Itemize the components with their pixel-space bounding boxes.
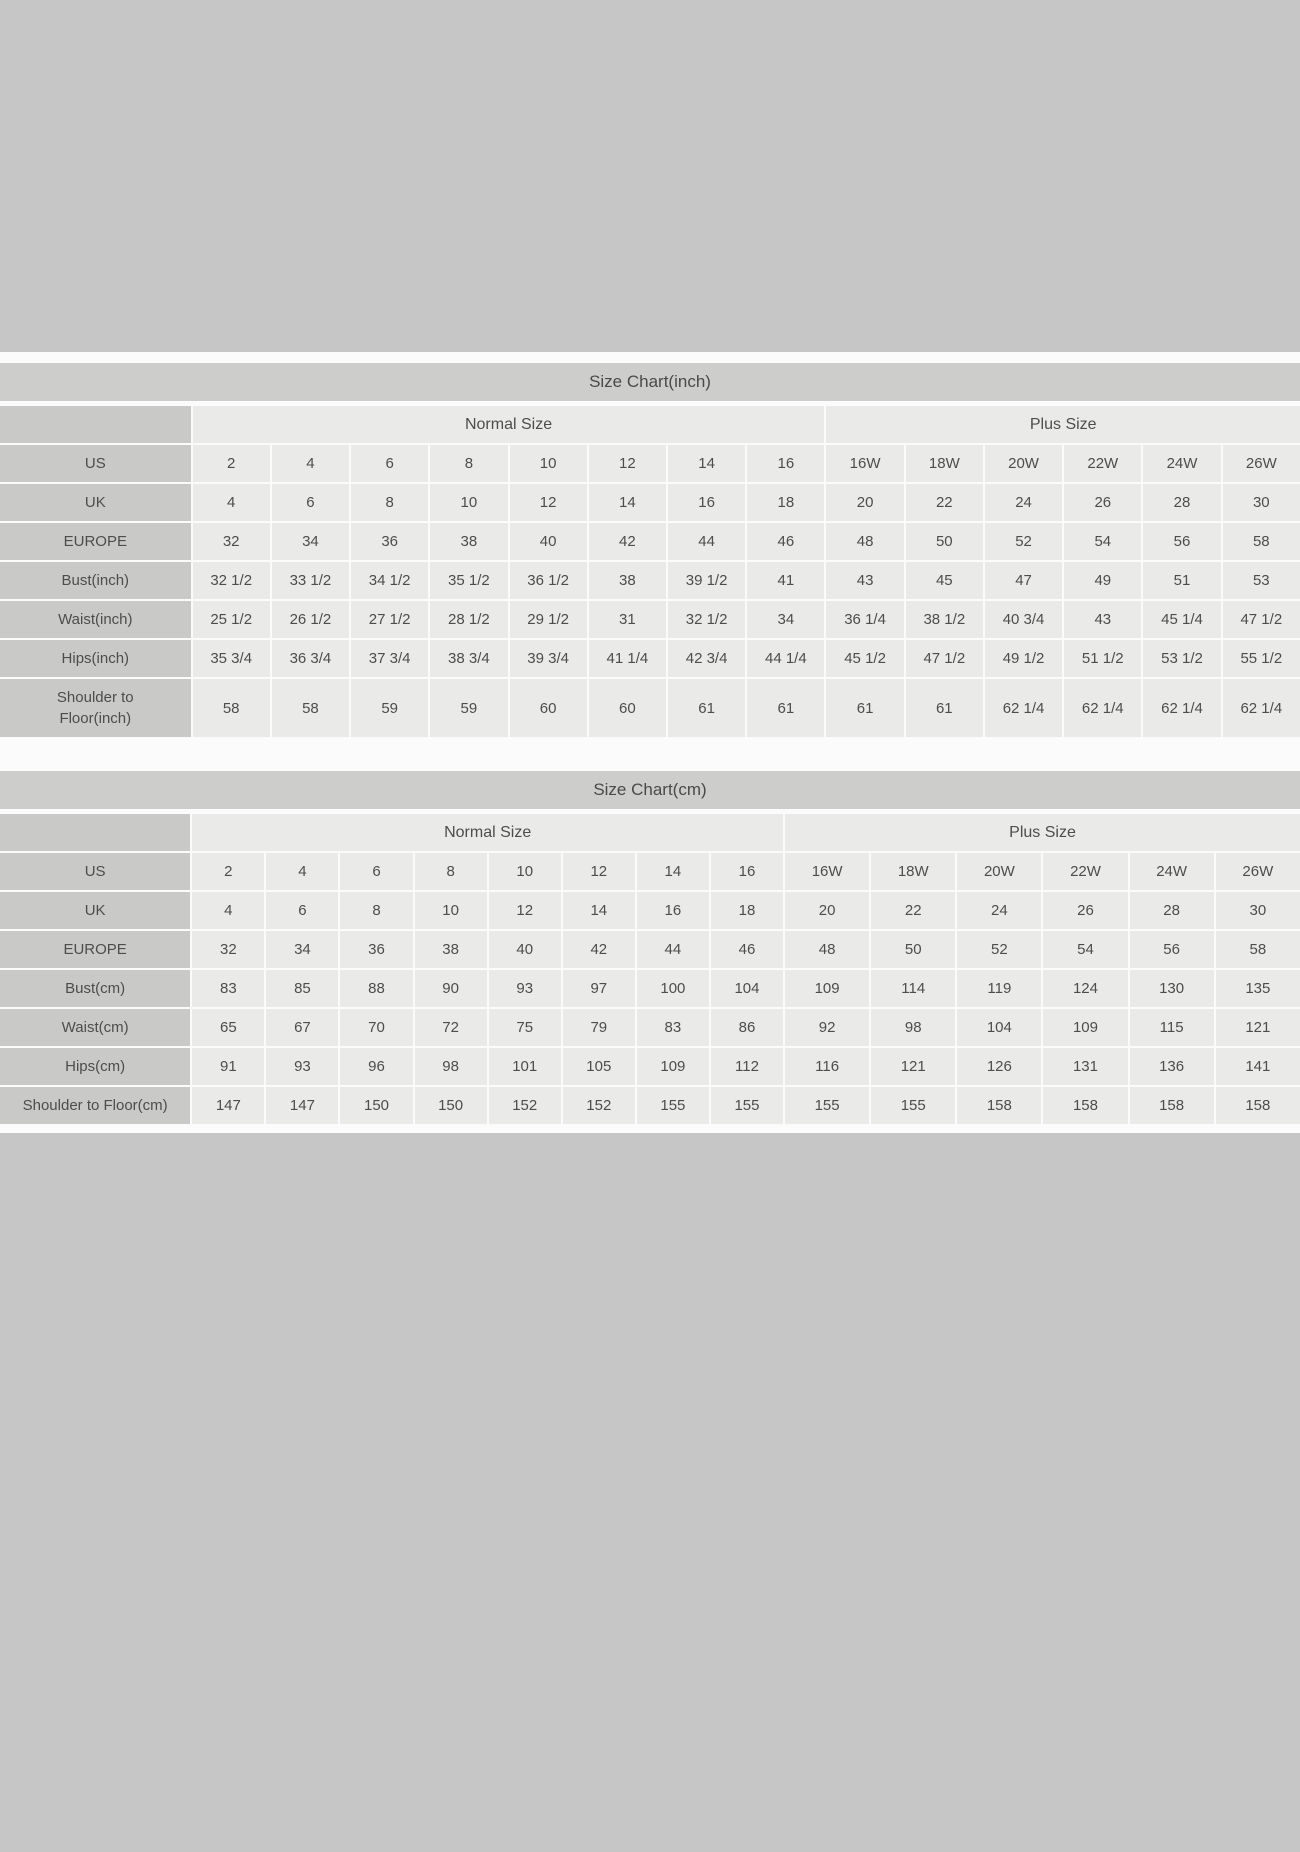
- size-value-cell: 42 3/4: [668, 640, 745, 677]
- size-value-cell: 47 1/2: [1223, 601, 1300, 638]
- size-value-cell: 50: [906, 523, 983, 560]
- size-value-cell: 109: [1043, 1009, 1127, 1046]
- size-value-cell: 40 3/4: [985, 601, 1062, 638]
- size-value-cell: 43: [826, 562, 903, 599]
- size-value-cell: 150: [415, 1087, 487, 1124]
- size-value-cell: 12: [563, 853, 635, 890]
- size-value-cell: 34: [747, 601, 824, 638]
- row-label: [0, 892, 190, 929]
- row-label: [0, 523, 191, 560]
- row-label-text: EUROPE: [63, 533, 127, 550]
- row-label: [0, 1009, 190, 1046]
- table-row: [0, 1087, 1300, 1124]
- size-value-cell: 83: [637, 1009, 709, 1046]
- size-chart-inch-title: Size Chart(inch): [0, 363, 1300, 401]
- size-value-cell: 119: [957, 970, 1041, 1007]
- size-value-cell: 44: [637, 931, 709, 968]
- size-value-cell: 36 1/4: [826, 601, 903, 638]
- size-value-cell: 114: [871, 970, 955, 1007]
- table-row: [0, 601, 1300, 638]
- size-value-cell: 53: [1223, 562, 1300, 599]
- size-value-cell: 8: [340, 892, 412, 929]
- row-label-text: Bust(inch): [61, 572, 130, 589]
- size-value-cell: 16W: [785, 853, 869, 890]
- column-group-header: Normal Size: [193, 406, 825, 443]
- size-value-cell: 10: [430, 484, 507, 521]
- size-value-cell: 105: [563, 1048, 635, 1085]
- size-value-cell: 14: [637, 853, 709, 890]
- table-row: [0, 853, 1300, 890]
- size-value-cell: 47 1/2: [906, 640, 983, 677]
- size-value-cell: 150: [340, 1087, 412, 1124]
- row-label: [0, 445, 191, 482]
- size-value-cell: 26 1/2: [272, 601, 349, 638]
- size-chart-cm-table: [0, 812, 1300, 1126]
- size-value-cell: 24W: [1143, 445, 1220, 482]
- size-value-cell: 62 1/4: [1064, 679, 1141, 737]
- size-value-cell: 25 1/2: [193, 601, 270, 638]
- size-value-cell: 61: [747, 679, 824, 737]
- size-value-cell: 147: [266, 1087, 338, 1124]
- row-label-text: Hips(inch): [61, 650, 130, 667]
- size-value-cell: 93: [489, 970, 561, 1007]
- size-value-cell: 65: [192, 1009, 264, 1046]
- size-value-cell: 83: [192, 970, 264, 1007]
- size-value-cell: 54: [1043, 931, 1127, 968]
- row-label: [0, 853, 190, 890]
- size-value-cell: 10: [489, 853, 561, 890]
- size-value-cell: 6: [266, 892, 338, 929]
- row-label-text: EUROPE: [63, 941, 127, 958]
- size-value-cell: 136: [1130, 1048, 1214, 1085]
- row-label-text: Hips(cm): [65, 1058, 126, 1075]
- column-group-header: Plus Size: [826, 406, 1300, 443]
- size-value-cell: 38 3/4: [430, 640, 507, 677]
- size-value-cell: 4: [272, 445, 349, 482]
- size-value-cell: 2: [193, 445, 270, 482]
- size-value-cell: 20W: [985, 445, 1062, 482]
- size-chart-cm-title: Size Chart(cm): [0, 771, 1300, 809]
- size-value-cell: 97: [563, 970, 635, 1007]
- size-value-cell: 6: [340, 853, 412, 890]
- table-row: [0, 970, 1300, 1007]
- size-value-cell: 32 1/2: [668, 601, 745, 638]
- size-value-cell: 12: [589, 445, 666, 482]
- size-value-cell: 16: [668, 484, 745, 521]
- size-value-cell: 44: [668, 523, 745, 560]
- size-value-cell: 32: [193, 523, 270, 560]
- size-value-cell: 12: [510, 484, 587, 521]
- size-value-cell: 38: [589, 562, 666, 599]
- size-value-cell: 35 1/2: [430, 562, 507, 599]
- size-value-cell: 98: [871, 1009, 955, 1046]
- size-value-cell: 45 1/4: [1143, 601, 1220, 638]
- size-value-cell: 92: [785, 1009, 869, 1046]
- row-label: [0, 1048, 190, 1085]
- table-row: [0, 1048, 1300, 1085]
- size-value-cell: 14: [589, 484, 666, 521]
- column-group-header: Plus Size: [785, 814, 1300, 851]
- size-value-cell: 93: [266, 1048, 338, 1085]
- size-value-cell: 121: [1216, 1009, 1300, 1046]
- size-value-cell: 8: [415, 853, 487, 890]
- size-value-cell: 22: [906, 484, 983, 521]
- size-value-cell: 60: [510, 679, 587, 737]
- size-value-cell: 45 1/2: [826, 640, 903, 677]
- size-value-cell: 141: [1216, 1048, 1300, 1085]
- size-value-cell: 26W: [1216, 853, 1300, 890]
- size-value-cell: 109: [637, 1048, 709, 1085]
- size-value-cell: 36 3/4: [272, 640, 349, 677]
- size-value-cell: 27 1/2: [351, 601, 428, 638]
- size-value-cell: 70: [340, 1009, 412, 1046]
- size-chart-cm: [0, 771, 1300, 1126]
- size-value-cell: 115: [1130, 1009, 1214, 1046]
- size-value-cell: 58: [193, 679, 270, 737]
- size-value-cell: 42: [563, 931, 635, 968]
- size-value-cell: 6: [272, 484, 349, 521]
- size-value-cell: 46: [711, 931, 783, 968]
- size-value-cell: 85: [266, 970, 338, 1007]
- size-value-cell: 41: [747, 562, 824, 599]
- row-label: [0, 931, 190, 968]
- row-label-text: UK: [84, 902, 106, 919]
- row-label-text: US: [84, 455, 106, 472]
- size-value-cell: 59: [430, 679, 507, 737]
- size-value-cell: 131: [1043, 1048, 1127, 1085]
- size-value-cell: 36: [351, 523, 428, 560]
- size-value-cell: 88: [340, 970, 412, 1007]
- size-value-cell: 43: [1064, 601, 1141, 638]
- size-value-cell: 56: [1130, 931, 1214, 968]
- size-value-cell: 34: [272, 523, 349, 560]
- corner-cell: [0, 406, 191, 443]
- size-value-cell: 155: [711, 1087, 783, 1124]
- size-value-cell: 91: [192, 1048, 264, 1085]
- column-group-header: Normal Size: [192, 814, 783, 851]
- size-value-cell: 152: [489, 1087, 561, 1124]
- size-value-cell: 49: [1064, 562, 1141, 599]
- size-value-cell: 104: [957, 1009, 1041, 1046]
- size-value-cell: 29 1/2: [510, 601, 587, 638]
- size-value-cell: 18W: [906, 445, 983, 482]
- size-value-cell: 26: [1043, 892, 1127, 929]
- table-row: [0, 562, 1300, 599]
- size-value-cell: 49 1/2: [985, 640, 1062, 677]
- size-value-cell: 18W: [871, 853, 955, 890]
- size-value-cell: 4: [266, 853, 338, 890]
- row-label: [0, 562, 191, 599]
- size-value-cell: 34 1/2: [351, 562, 428, 599]
- table-row: [0, 445, 1300, 482]
- size-value-cell: 34: [266, 931, 338, 968]
- size-chart-inch-table: [0, 404, 1300, 739]
- size-value-cell: 30: [1223, 484, 1300, 521]
- size-value-cell: 8: [430, 445, 507, 482]
- row-label-text: Waist(inch): [58, 611, 133, 628]
- size-value-cell: 61: [668, 679, 745, 737]
- size-value-cell: 18: [747, 484, 824, 521]
- size-value-cell: 28: [1143, 484, 1220, 521]
- size-value-cell: 51 1/2: [1064, 640, 1141, 677]
- size-value-cell: 33 1/2: [272, 562, 349, 599]
- table-row: [0, 1009, 1300, 1046]
- size-value-cell: 104: [711, 970, 783, 1007]
- row-label-text: Shoulder to Floor(cm): [22, 1097, 168, 1114]
- row-label: [0, 679, 191, 737]
- size-value-cell: 50: [871, 931, 955, 968]
- size-value-cell: 36 1/2: [510, 562, 587, 599]
- size-value-cell: 10: [415, 892, 487, 929]
- size-value-cell: 155: [637, 1087, 709, 1124]
- size-value-cell: 22: [871, 892, 955, 929]
- table-row: [0, 892, 1300, 929]
- size-value-cell: 31: [589, 601, 666, 638]
- row-label: [0, 1087, 190, 1124]
- size-value-cell: 40: [489, 931, 561, 968]
- row-label-text: Bust(cm): [65, 980, 126, 997]
- size-value-cell: 53 1/2: [1143, 640, 1220, 677]
- size-value-cell: 48: [826, 523, 903, 560]
- size-value-cell: 67: [266, 1009, 338, 1046]
- row-label: [0, 601, 191, 638]
- size-value-cell: 45: [906, 562, 983, 599]
- size-value-cell: 96: [340, 1048, 412, 1085]
- size-value-cell: 40: [510, 523, 587, 560]
- table-row: [0, 931, 1300, 968]
- size-value-cell: 30: [1216, 892, 1300, 929]
- size-value-cell: 28 1/2: [430, 601, 507, 638]
- size-value-cell: 48: [785, 931, 869, 968]
- table-row: [0, 640, 1300, 677]
- size-value-cell: 72: [415, 1009, 487, 1046]
- column-group-row: [0, 814, 1300, 851]
- row-label-text: US: [84, 863, 106, 880]
- size-value-cell: 158: [1130, 1087, 1214, 1124]
- size-value-cell: 24: [985, 484, 1062, 521]
- row-label: [0, 640, 191, 677]
- table-row: [0, 523, 1300, 560]
- size-value-cell: 38 1/2: [906, 601, 983, 638]
- size-value-cell: 2: [192, 853, 264, 890]
- size-value-cell: 46: [747, 523, 824, 560]
- size-value-cell: 126: [957, 1048, 1041, 1085]
- size-value-cell: 100: [637, 970, 709, 1007]
- size-value-cell: 135: [1216, 970, 1300, 1007]
- size-value-cell: 51: [1143, 562, 1220, 599]
- size-value-cell: 12: [489, 892, 561, 929]
- size-value-cell: 16: [747, 445, 824, 482]
- size-value-cell: 44 1/4: [747, 640, 824, 677]
- size-value-cell: 121: [871, 1048, 955, 1085]
- size-value-cell: 26: [1064, 484, 1141, 521]
- size-value-cell: 42: [589, 523, 666, 560]
- size-value-cell: 98: [415, 1048, 487, 1085]
- row-label: [0, 970, 190, 1007]
- size-value-cell: 61: [826, 679, 903, 737]
- size-value-cell: 22W: [1064, 445, 1141, 482]
- size-value-cell: 24W: [1130, 853, 1214, 890]
- size-value-cell: 62 1/4: [1143, 679, 1220, 737]
- size-value-cell: 20: [785, 892, 869, 929]
- column-group-row: [0, 406, 1300, 443]
- size-value-cell: 58: [1216, 931, 1300, 968]
- size-value-cell: 14: [668, 445, 745, 482]
- size-value-cell: 39 1/2: [668, 562, 745, 599]
- size-value-cell: 155: [871, 1087, 955, 1124]
- size-value-cell: 58: [1223, 523, 1300, 560]
- size-value-cell: 14: [563, 892, 635, 929]
- size-value-cell: 16W: [826, 445, 903, 482]
- size-value-cell: 158: [1043, 1087, 1127, 1124]
- size-value-cell: 52: [957, 931, 1041, 968]
- size-value-cell: 41 1/4: [589, 640, 666, 677]
- size-value-cell: 52: [985, 523, 1062, 560]
- corner-cell: [0, 814, 190, 851]
- size-value-cell: 61: [906, 679, 983, 737]
- size-value-cell: 38: [430, 523, 507, 560]
- size-value-cell: 60: [589, 679, 666, 737]
- size-value-cell: 86: [711, 1009, 783, 1046]
- size-value-cell: 32 1/2: [193, 562, 270, 599]
- size-value-cell: 79: [563, 1009, 635, 1046]
- size-value-cell: 124: [1043, 970, 1127, 1007]
- size-value-cell: 62 1/4: [1223, 679, 1300, 737]
- size-value-cell: 20W: [957, 853, 1041, 890]
- size-value-cell: 35 3/4: [193, 640, 270, 677]
- size-value-cell: 18: [711, 892, 783, 929]
- row-label-text: Waist(cm): [61, 1019, 129, 1036]
- size-value-cell: 36: [340, 931, 412, 968]
- size-value-cell: 90: [415, 970, 487, 1007]
- size-value-cell: 16: [637, 892, 709, 929]
- size-value-cell: 4: [192, 892, 264, 929]
- size-value-cell: 22W: [1043, 853, 1127, 890]
- table-row: [0, 484, 1300, 521]
- size-value-cell: 32: [192, 931, 264, 968]
- size-value-cell: 20: [826, 484, 903, 521]
- size-value-cell: 58: [272, 679, 349, 737]
- size-charts-panel: [0, 352, 1300, 1133]
- size-value-cell: 130: [1130, 970, 1214, 1007]
- size-value-cell: 155: [785, 1087, 869, 1124]
- size-value-cell: 37 3/4: [351, 640, 428, 677]
- row-label-text: UK: [84, 494, 106, 511]
- row-label-text: Shoulder to Floor(inch): [56, 689, 134, 727]
- size-value-cell: 158: [1216, 1087, 1300, 1124]
- size-value-cell: 158: [957, 1087, 1041, 1124]
- size-value-cell: 4: [193, 484, 270, 521]
- size-value-cell: 24: [957, 892, 1041, 929]
- size-value-cell: 16: [711, 853, 783, 890]
- size-value-cell: 147: [192, 1087, 264, 1124]
- size-value-cell: 38: [415, 931, 487, 968]
- size-value-cell: 39 3/4: [510, 640, 587, 677]
- size-value-cell: 56: [1143, 523, 1220, 560]
- size-value-cell: 152: [563, 1087, 635, 1124]
- size-value-cell: 62 1/4: [985, 679, 1062, 737]
- size-value-cell: 112: [711, 1048, 783, 1085]
- size-chart-inch: [0, 363, 1300, 739]
- size-value-cell: 8: [351, 484, 428, 521]
- size-value-cell: 47: [985, 562, 1062, 599]
- size-value-cell: 6: [351, 445, 428, 482]
- row-label: [0, 484, 191, 521]
- size-value-cell: 28: [1130, 892, 1214, 929]
- size-value-cell: 55 1/2: [1223, 640, 1300, 677]
- size-value-cell: 26W: [1223, 445, 1300, 482]
- size-value-cell: 59: [351, 679, 428, 737]
- size-value-cell: 10: [510, 445, 587, 482]
- table-row: [0, 679, 1300, 737]
- size-value-cell: 116: [785, 1048, 869, 1085]
- size-value-cell: 54: [1064, 523, 1141, 560]
- size-value-cell: 109: [785, 970, 869, 1007]
- size-value-cell: 101: [489, 1048, 561, 1085]
- size-value-cell: 75: [489, 1009, 561, 1046]
